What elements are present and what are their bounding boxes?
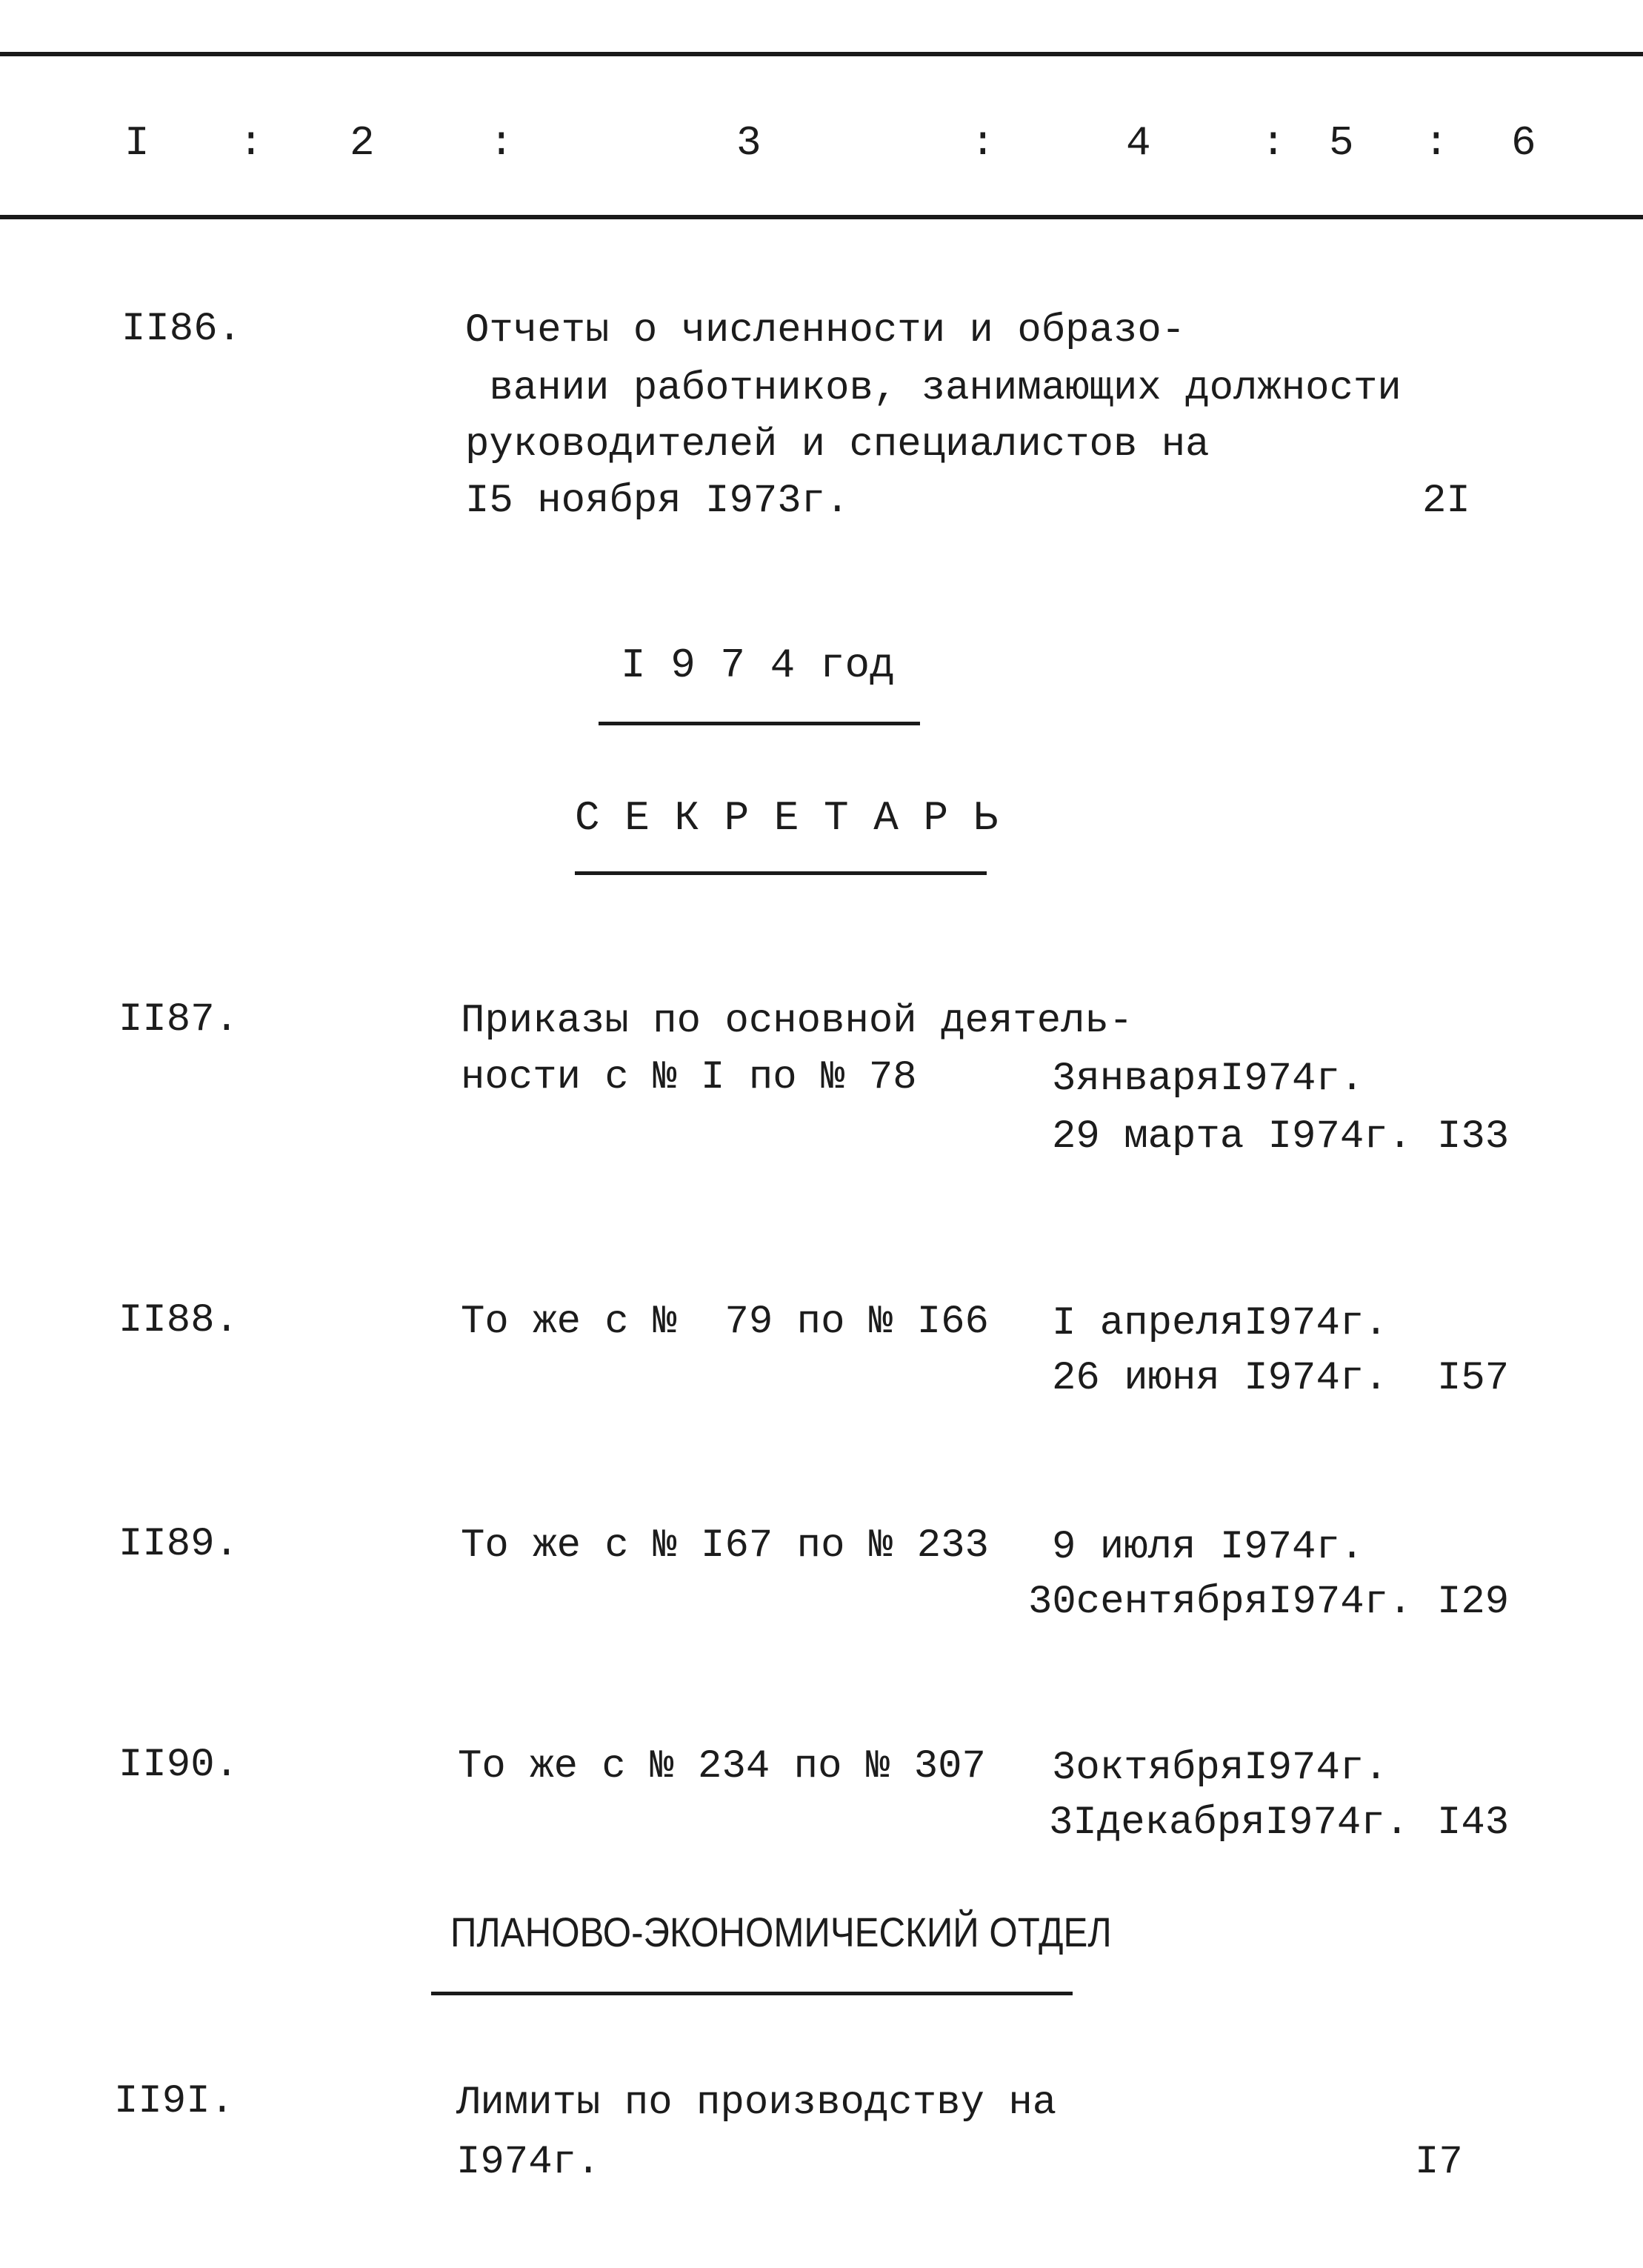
entry-title-line: вании работников, занимающих должности [465,366,1402,411]
column-separator: : [1424,119,1449,167]
entry-title-line: То же с № I67 по № 233 [461,1523,989,1569]
column-number: I [124,119,150,167]
entry-title-line: Приказы по основной деятель- [461,999,1133,1044]
entry-title-line: Отчеты о численности и образо- [465,308,1186,353]
entry-date-end: 30сентябряI974г. [1028,1580,1413,1625]
entry-title-line: То же с № 234 по № 307 [458,1744,986,1789]
entry-number: II86. [121,307,242,352]
year-heading: I 9 7 4 год [621,642,895,689]
entry-title-line: Лимиты по производству на [456,2081,1057,2126]
entry-sheet-count: I29 [1437,1580,1510,1625]
entry-sheet-count: I7 [1415,2140,1463,2185]
entry-title-line: То же с № 79 по № I66 [461,1300,989,1345]
entry-date-start: I апреляI974г. [1052,1301,1388,1346]
entry-number: II90. [119,1743,239,1788]
column-separator: : [1261,119,1286,167]
header-bottom-rule [0,215,1643,219]
entry-title-line: ности с № I по № 78 [461,1055,917,1100]
column-number: 6 [1511,119,1536,167]
entry-sheet-count: I57 [1437,1356,1510,1401]
entry-number: II9I. [114,2079,235,2124]
entry-sheet-count: I33 [1437,1114,1510,1160]
column-number: 2 [350,119,375,167]
entry-date-start: 9 июля I974г. [1052,1525,1364,1570]
entry-sheet-count: 2I [1422,479,1470,524]
header-top-rule [0,52,1643,56]
department-heading: С Е К Р Е Т А Р Ь [575,794,999,842]
entry-number: II87. [119,997,239,1042]
column-separator: : [489,119,514,167]
entry-number: II89. [119,1522,239,1567]
column-number: 4 [1126,119,1151,167]
column-number: 3 [736,119,761,167]
entry-title-line: руководителей и специалистов на [465,422,1210,468]
column-number: 5 [1329,119,1354,167]
entry-date-end: 26 июня I974г. [1052,1356,1388,1401]
entry-date-end: 29 марта I974г. [1052,1114,1413,1160]
entry-title-line: I974г. [456,2140,601,2185]
year-underline [599,722,920,725]
entry-date-start: 3январяI974г. [1052,1057,1364,1102]
department-heading: ПЛАНОВО-ЭКОНОМИЧЕСКИЙ ОТДЕЛ [450,1909,1112,1955]
department-underline [431,1992,1073,1995]
column-separator: : [970,119,996,167]
entry-date-end: 3IдекабряI974г. [1049,1800,1410,1846]
entry-title-line: I5 ноября I973г. [465,479,850,524]
entry-date-start: 3октябряI974г. [1052,1746,1388,1791]
entry-number: II88. [119,1298,239,1343]
department-underline [575,871,987,875]
column-separator: : [239,119,264,167]
entry-sheet-count: I43 [1437,1800,1510,1846]
